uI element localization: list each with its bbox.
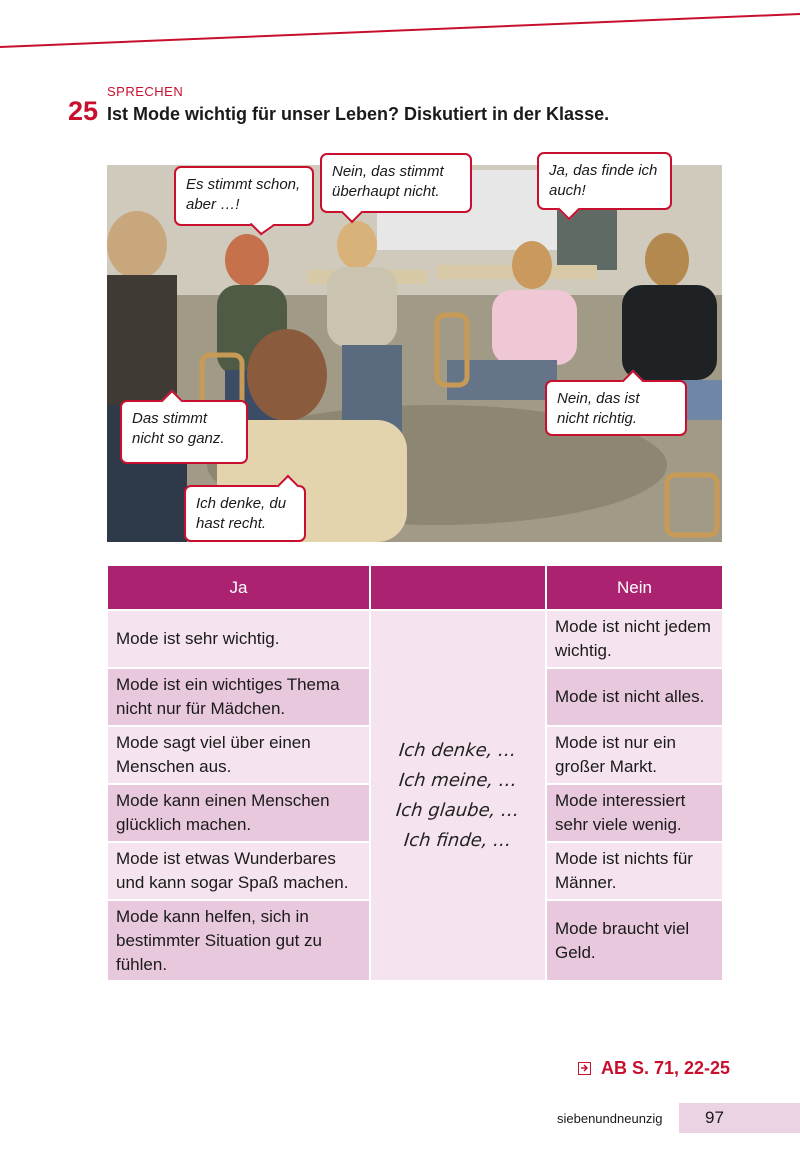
header-ja: Ja xyxy=(108,566,369,609)
speech-bubble-ich-denke-du-hast-recht: Ich denke, du hast recht. xyxy=(184,485,306,542)
section-label: SPRECHEN xyxy=(107,84,184,99)
task-title: Ist Mode wichtig für unser Leben? Diskutiert in der Klasse. xyxy=(107,104,610,124)
speech-bubble-nein-das-stimmt-ueberhaupt-nicht: Nein, das stimmt überhaupt nicht. xyxy=(320,153,472,213)
ja-row: Mode kann einen Menschen glücklich machen. xyxy=(108,785,369,841)
ja-row: Mode ist etwas Wunderbares und kann sogar Spaß machen. xyxy=(108,843,369,899)
nein-row: Mode ist nicht alles. xyxy=(547,669,722,725)
nein-row: Mode ist nicht jedem wichtig. xyxy=(547,611,722,667)
speech-bubble-ja-das-finde-ich-auch: Ja, das finde ich auch! xyxy=(537,152,672,210)
ja-row: Mode kann helfen, sich in bestimmter Situation gut zu fühlen. xyxy=(108,901,369,980)
phrase-ich-glaube: Ich glaube, … xyxy=(395,799,521,821)
nein-row: Mode ist nichts für Männer. xyxy=(547,843,722,899)
phrase-ich-finde: Ich finde, … xyxy=(403,829,513,851)
speech-bubble-nein-das-ist-nicht-richtig: Nein, das ist nicht richtig. xyxy=(545,380,687,436)
nein-row: Mode interessiert sehr viele wenig. xyxy=(547,785,722,841)
ja-row: Mode sagt viel über einen Menschen aus. xyxy=(108,727,369,783)
phrase-ich-denke: Ich denke, … xyxy=(398,739,518,761)
header-middle xyxy=(371,566,545,609)
page-number-box xyxy=(679,1103,800,1133)
speech-bubble-es-stimmt-schon: Es stimmt schon, aber …! xyxy=(174,166,314,226)
reference-text: AB S. 71, 22-25 xyxy=(601,1058,731,1078)
ja-row: Mode ist sehr wichtig. xyxy=(108,611,369,667)
arrow-box-icon xyxy=(578,1062,591,1075)
ja-row: Mode ist ein wichtiges Thema nicht nur für Mädchen. xyxy=(108,669,369,725)
phrase-ich-meine: Ich meine, … xyxy=(398,769,519,791)
phrase-column xyxy=(371,611,545,980)
top-red-rule xyxy=(0,0,800,60)
speech-bubble-das-stimmt-nicht-so-ganz: Das stimmt nicht so ganz. xyxy=(120,400,248,464)
header-nein: Nein xyxy=(547,566,722,609)
workbook-reference[interactable] xyxy=(578,1058,730,1079)
task-number: 25 xyxy=(68,96,99,126)
page-word: siebenundneunzig xyxy=(557,1111,663,1126)
nein-row: Mode braucht viel Geld. xyxy=(547,901,722,980)
page-number: 97 xyxy=(705,1108,724,1127)
nein-row: Mode ist nur ein großer Markt. xyxy=(547,727,722,783)
